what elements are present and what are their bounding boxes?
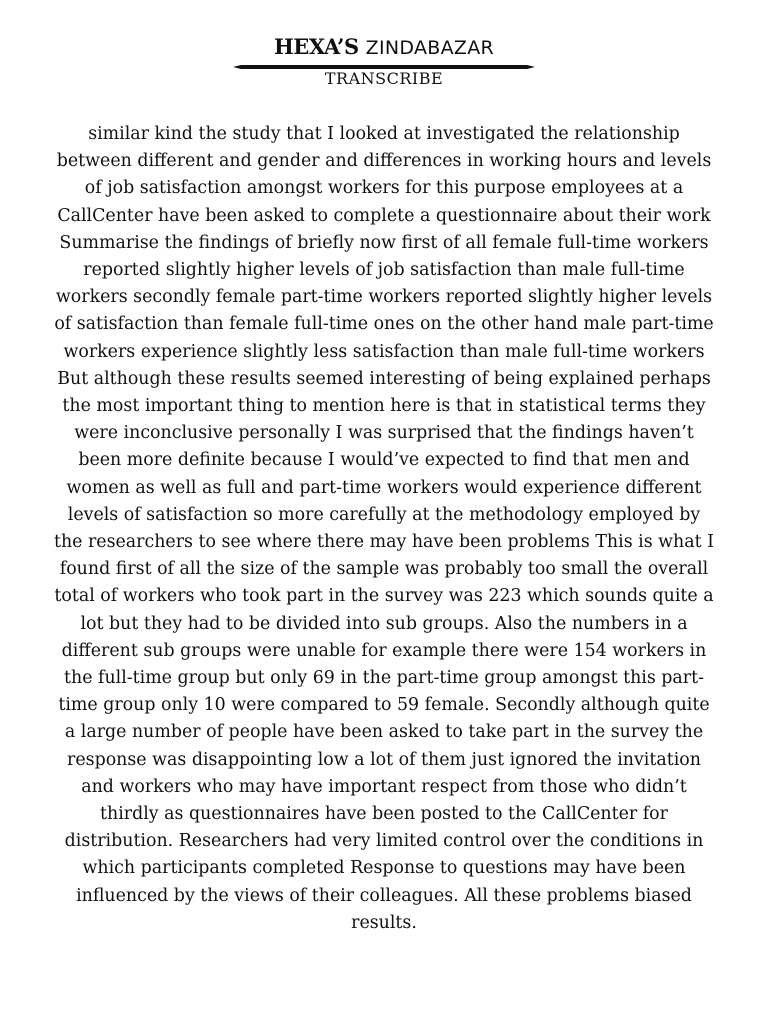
brand-name: HEXA’S	[273, 34, 359, 59]
brand-logo	[274, 34, 494, 59]
brand-subname: ZINDABAZAR	[365, 37, 495, 59]
transcript-text: similar kind the study that I looked at investigated the relationship between different and gender and differences in working hours and levels of job satisfaction amongst workers for this purpose employees at a CallCenter have been asked to complete a questionnaire about their work Summarise the findings of briefly now first of all female full-time workers reported slightly higher levels of job satisfaction than male full-time workers secondly female part-time workers reported slightly higher levels of satisfaction than female full-time ones on the other hand male part-time workers experience slightly less satisfaction than male full-time workers But although these results seemed interesting of being explained perhaps the most important thing to mention here is that in statistical terms they were inconclusive personally I was surprised that the findings haven’t been more definite because I would’ve expected to find that men and women as well as full and part-time workers would experience different levels of satisfaction so more carefully at the methodology employed by the researchers to see where there may have been problems This is what I found first of all the size of the sample was probably too small the overall total of workers who took part in the survey was 223 which sounds quite a lot but they had to be divided into sub groups. Also the numbers in a different sub groups were unable for example there were 154 workers in the full-time group but only 69 in the part-time group amongst this part-time group only 10 were compared to 59 female. Secondly although quite a large number of people have been asked to take part in the survey the response was disappointing low a lot of them just ignored the invitation and workers who may have important respect from those who didn’t thirdly as questionnaires have been posted to the CallCenter for distribution. Researchers had very limited control over the conditions in which participants completed Response to questions may have been influenced by the views of their colleagues. All these problems biased results.	[53, 124, 715, 933]
page-subtitle: TRANSCRIBE	[324, 69, 444, 88]
page-header	[0, 34, 768, 59]
